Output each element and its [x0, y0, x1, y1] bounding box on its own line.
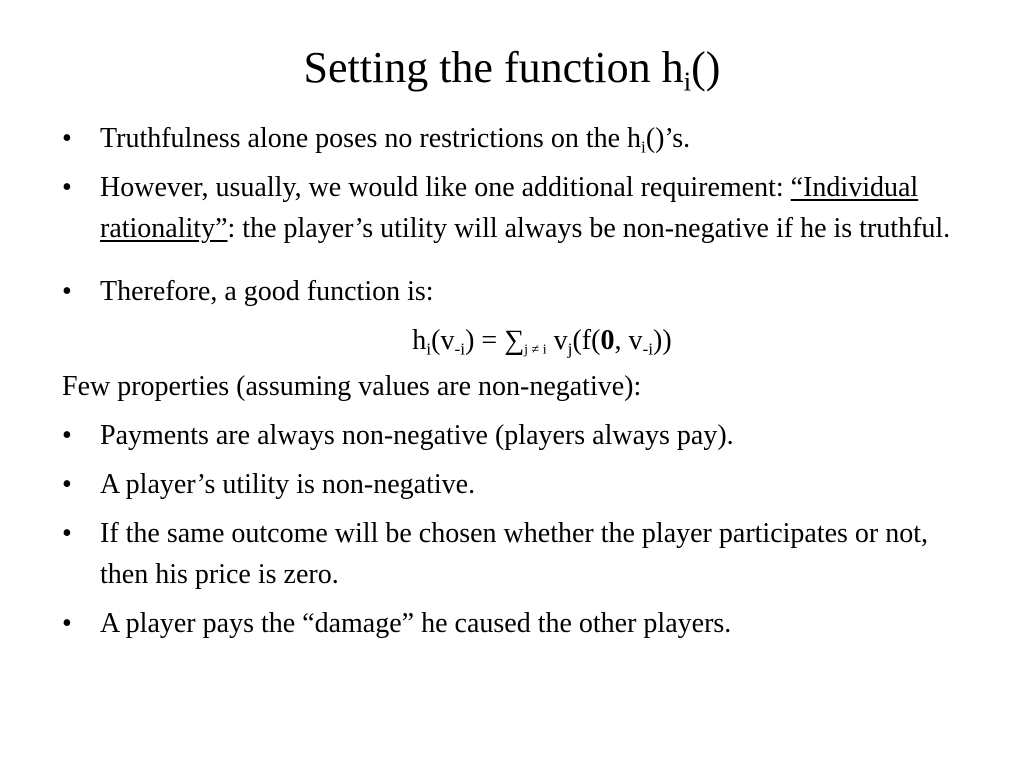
property-item: • If the same outcome will be chosen whether the player participates or not, then his price is zero.: [62, 513, 982, 595]
sum-symbol: ∑: [504, 325, 525, 356]
bullet-dot: •: [62, 518, 72, 549]
properties-heading: Few properties (assuming values are non-negative):: [62, 371, 642, 402]
bullet-dot: •: [62, 123, 72, 154]
property-item: • A player pays the “damage” he caused the other players.: [62, 603, 982, 644]
property-item: • A player’s utility is non-negative.: [62, 464, 982, 505]
individual-rationality-term: “Individual rationality”: [100, 172, 919, 244]
bullet-dot: •: [62, 608, 72, 639]
bullet-dot: •: [62, 469, 72, 500]
slide-body: [62, 118, 982, 644]
payment-formula: $h_i(v_{-i}) = \sum_{j \ne i}$ $v_j(f(0$, $v_{-i}$)): [412, 325, 672, 359]
bullet-dot: •: [62, 172, 72, 203]
bullet-item: • Truthfulness alone poses no restrictions on the $h_i()’s$.: [62, 118, 982, 159]
bullet-item: • Therefore, a good function is:: [62, 271, 982, 312]
property-item: • Payments are always non-negative (players always pay).: [62, 415, 982, 456]
bullet-dot: •: [62, 276, 72, 307]
slide-title: Setting the function $h_i()$: [303, 43, 721, 97]
bullet-item: • However, usually, we would like one additional requirement: “Individual rationality”: the player’s utility will always be non-negative if he is truthful.: [62, 167, 982, 249]
bullet-dot: •: [62, 420, 72, 451]
